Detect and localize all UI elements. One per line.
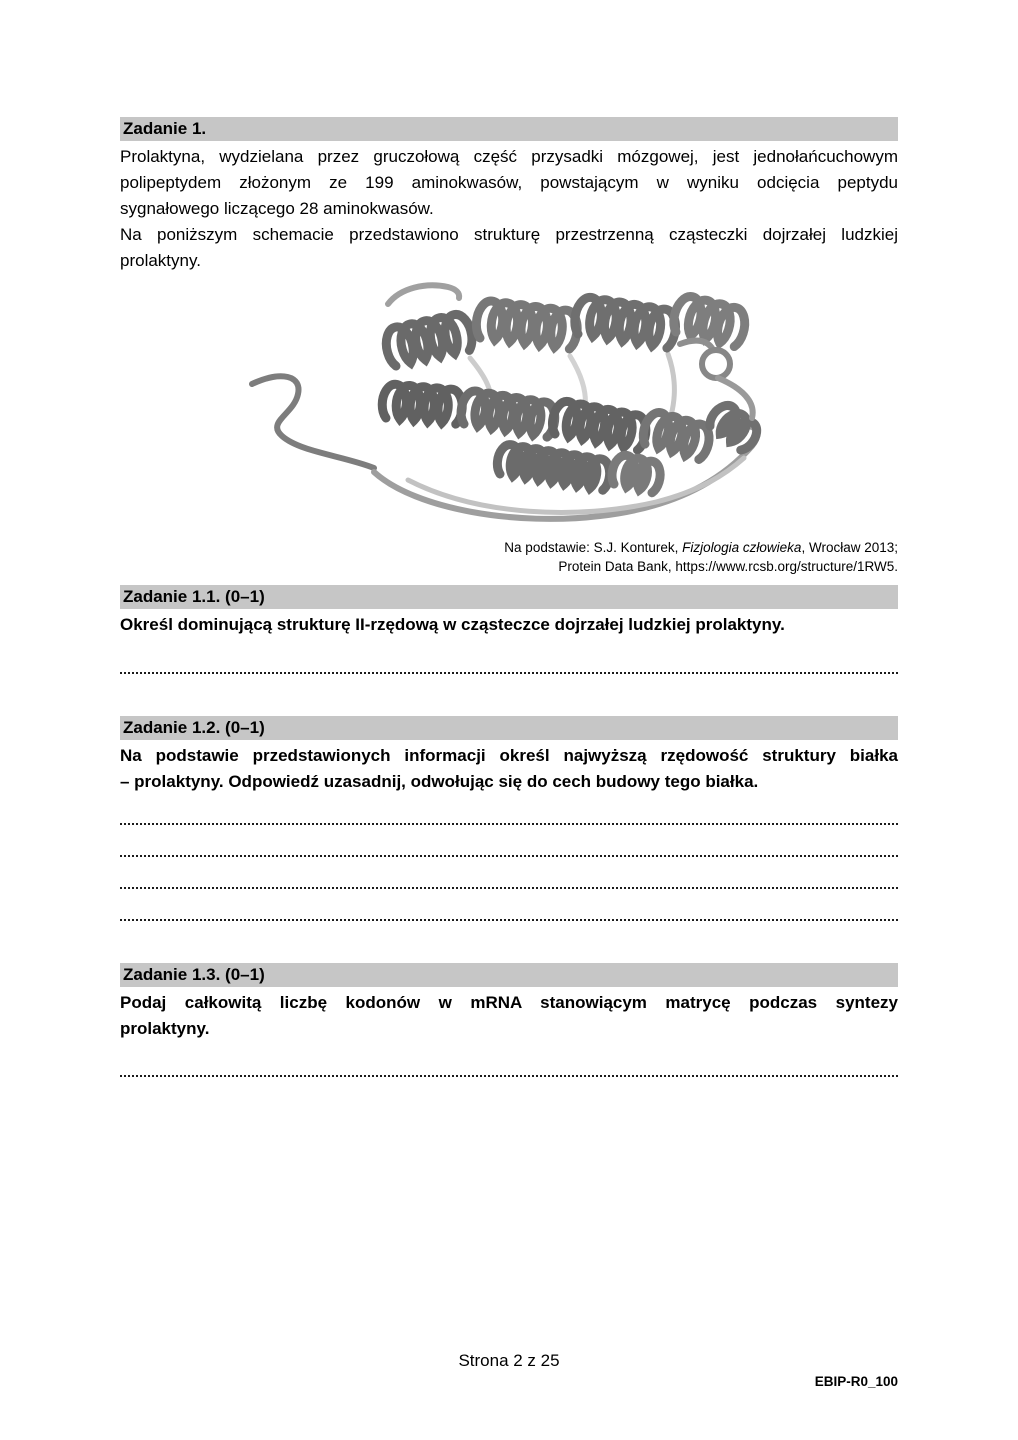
answer-line [120,919,898,921]
answer-line [120,672,898,674]
citation-book-title: Fizjologia człowieka [682,540,802,555]
question-line: Podaj całkowitą liczbę kodonów w mRNA stanowiącym matrycę podczas syntezy [120,993,898,1012]
citation-line-2: Protein Data Bank, https://www.rcsb.org/structure/1RW5. [558,559,898,574]
task-1-3-question [120,990,898,1042]
intro-line: prolaktyny. [120,251,201,270]
exam-sheet-code: EBIP-R0_100 [814,1374,898,1389]
prolactin-ribbon-structure-figure [248,276,778,532]
source-citation [120,538,898,576]
question-line: – prolaktyny. Odpowiedź uzasadnij, odwołując się do cech budowy tego białka. [120,772,759,791]
task-1-header: Zadanie 1. [120,117,898,141]
intro-line: polipeptydem złożonym ze 199 aminokwasów, powstającym w wyniku odcięcia peptydu [120,173,898,192]
task-1-3-header: Zadanie 1.3. (0–1) [120,963,898,987]
answer-line [120,823,898,825]
task-1-intro-paragraph [120,144,898,274]
intro-line: Na poniższym schemacie przedstawiono strukturę przestrzenną cząsteczki dojrzałej ludzkiej [120,225,898,244]
citation-line-1: Na podstawie: S.J. Konturek, Fizjologia człowieka, Wrocław 2013; [504,540,898,555]
protein-ribbon-diagram [248,276,778,532]
answer-line [120,887,898,889]
question-line: Na podstawie przedstawionych informacji określ najwyższą rzędowość struktury białka [120,746,898,765]
page-number: Strona 2 z 25 [458,1351,560,1370]
task-1-1-question [120,612,898,638]
intro-line: Prolaktyna, wydzielana przez gruczołową część przysadki mózgowej, jest jednołańcuchowym [120,147,898,166]
task-1-2-header: Zadanie 1.2. (0–1) [120,716,898,740]
answer-line [120,1075,898,1077]
question-line: Określ dominującą strukturę II-rzędową w cząsteczce dojrzałej ludzkiej prolaktyny. [120,615,785,634]
page-content [120,117,898,1077]
task-1-1-header: Zadanie 1.1. (0–1) [120,585,898,609]
question-line: prolaktyny. [120,1019,210,1038]
intro-line: sygnałowego liczącego 28 aminokwasów. [120,199,434,218]
task-1-2-question [120,743,898,795]
answer-line [120,855,898,857]
